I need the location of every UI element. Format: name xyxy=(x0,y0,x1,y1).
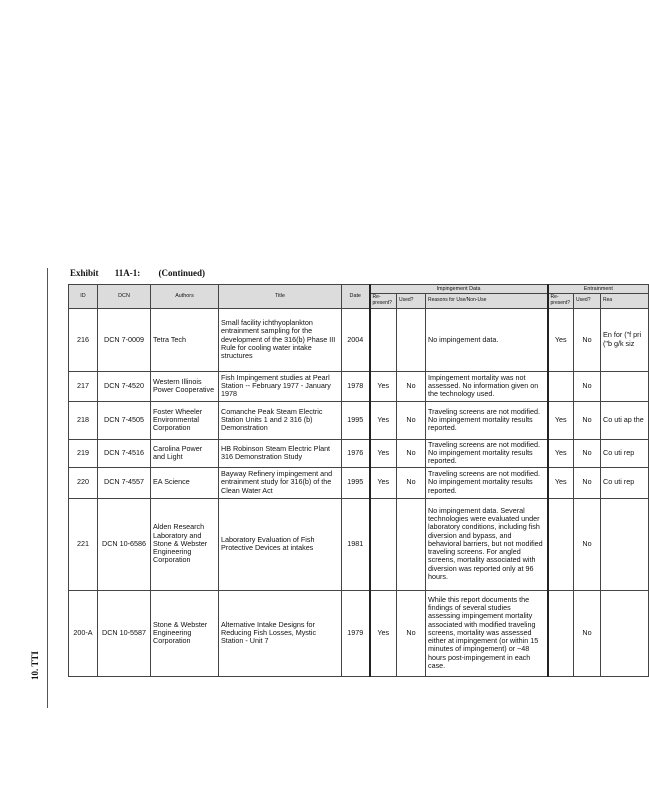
cell-ent-reasons: En for ("f pri ("b g/k siz xyxy=(601,308,649,371)
cell-ent-rep: Yes xyxy=(548,308,574,371)
sub-header-representative: Re- present? xyxy=(370,294,397,309)
cell-imp-used: No xyxy=(397,371,426,401)
sub-header-representative-2: Re- present? xyxy=(548,294,574,309)
cell-imp-rep xyxy=(370,308,397,371)
exhibit-label: Exhibit xyxy=(70,268,99,278)
cell-imp-reasons: Traveling screens are not modified. No impingement mortality results reported. xyxy=(426,439,548,467)
cell-ent-rep: Yes xyxy=(548,401,574,439)
cell-imp-used xyxy=(397,498,426,590)
col-header-dcn: DCN xyxy=(98,285,151,309)
cell-ent-rep: Yes xyxy=(548,439,574,467)
exhibit-continued: (Continued) xyxy=(158,268,206,278)
cell-id: 216 xyxy=(69,308,98,371)
cell-imp-reasons: No impingement data. xyxy=(426,308,548,371)
cell-authors: Western Illinois Power Cooperative xyxy=(151,371,219,401)
cell-ent-used: No xyxy=(574,498,601,590)
cell-ent-rep: Yes xyxy=(548,467,574,498)
cell-dcn: DCN 7-4520 xyxy=(98,371,151,401)
cell-authors: Stone & Webster Engineering Corporation xyxy=(151,590,219,676)
cell-date: 1976 xyxy=(342,439,370,467)
cell-dcn: DCN 7-4505 xyxy=(98,401,151,439)
cell-title: HB Robinson Steam Electric Plant 316 Demonstration Study xyxy=(219,439,342,467)
cell-id: 217 xyxy=(69,371,98,401)
exhibit-table-viewport xyxy=(68,284,644,686)
cell-ent-rep xyxy=(548,498,574,590)
col-header-id: ID xyxy=(69,285,98,309)
cell-date: 1995 xyxy=(342,401,370,439)
cell-ent-used: No xyxy=(574,371,601,401)
col-header-authors: Authors xyxy=(151,285,219,309)
cell-id: 200-A xyxy=(69,590,98,676)
cell-authors: Alden Research Laboratory and Stone & Webster Engineering Corporation xyxy=(151,498,219,590)
cell-id: 220 xyxy=(69,467,98,498)
exhibit-number: 11A-1: xyxy=(114,268,141,278)
cell-imp-reasons: No impingement data. Several technologies were evaluated under laboratory conditions, including fish diversion and bypass, and behavioral barriers, but not modified traveling screens. For angled screens, mortality associated with diversion was reported only at 96 hours. xyxy=(426,498,548,590)
cell-imp-reasons: Impingement mortality was not assessed. No information given on the technology used. xyxy=(426,371,548,401)
cell-ent-reasons: Co uti rep xyxy=(601,439,649,467)
sub-header-used-2: Used? xyxy=(574,294,601,309)
cell-title: Small facility ichthyoplankton entrainment sampling for the development of the 316(b) Phase III Rule for cooling water intake structures xyxy=(219,308,342,371)
cell-title: Laboratory Evaluation of Fish Protective Devices at intakes xyxy=(219,498,342,590)
cell-title: Comanche Peak Steam Electric Station Units 1 and 2 316 (b) Demonstration xyxy=(219,401,342,439)
cell-imp-rep: Yes xyxy=(370,401,397,439)
cell-imp-used: No xyxy=(397,467,426,498)
cell-ent-reasons: Co uti rep xyxy=(601,467,649,498)
sub-header-reasons-2: Rea xyxy=(601,294,649,309)
table-row xyxy=(69,467,649,498)
group-header-impingement: Impingement Data xyxy=(370,285,548,294)
cell-ent-reasons: Co uti ap the xyxy=(601,401,649,439)
cell-ent-used: No xyxy=(574,308,601,371)
cell-date: 1995 xyxy=(342,467,370,498)
cell-ent-reasons xyxy=(601,371,649,401)
cell-ent-rep xyxy=(548,371,574,401)
cell-imp-rep: Yes xyxy=(370,467,397,498)
table-row xyxy=(69,439,649,467)
sub-header-reasons: Reasons for Use/Non-Use xyxy=(426,294,548,309)
table-row xyxy=(69,308,649,371)
cell-imp-rep: Yes xyxy=(370,590,397,676)
cell-title: Alternative Intake Designs for Reducing Fish Losses, Mystic Station - Unit 7 xyxy=(219,590,342,676)
cell-dcn: DCN 7-4516 xyxy=(98,439,151,467)
table-row xyxy=(69,498,649,590)
cell-id: 221 xyxy=(69,498,98,590)
cell-dcn: DCN 7-4557 xyxy=(98,467,151,498)
cell-imp-reasons: While this report documents the findings of several studies assessing impingement mortality associated with modified traveling screens, mortality was assessed either at impingement (or within 15 minutes of impingement) or ~48 hours post-impingement in each case. xyxy=(426,590,548,676)
cell-dcn: DCN 7-0009 xyxy=(98,308,151,371)
group-header-entrainment: Entrainment xyxy=(548,285,649,294)
margin-rule xyxy=(47,268,48,708)
cell-imp-rep: Yes xyxy=(370,439,397,467)
col-header-date: Date xyxy=(342,285,370,309)
exhibit-caption xyxy=(70,268,205,278)
col-header-title: Title xyxy=(219,285,342,309)
cell-date: 1979 xyxy=(342,590,370,676)
cell-ent-reasons xyxy=(601,498,649,590)
cell-date: 1981 xyxy=(342,498,370,590)
cell-authors: Carolina Power and Light xyxy=(151,439,219,467)
sub-header-used: Used? xyxy=(397,294,426,309)
cell-title: Fish Impingement studies at Pearl Station -- February 1977 - January 1978 xyxy=(219,371,342,401)
cell-title: Bayway Refinery impingement and entrainment study for 316(b) of the Clean Water Act xyxy=(219,467,342,498)
cell-imp-rep xyxy=(370,498,397,590)
cell-authors: Foster Wheeler Environmental Corporation xyxy=(151,401,219,439)
cell-imp-used: No xyxy=(397,401,426,439)
table-row xyxy=(69,401,649,439)
table-row xyxy=(69,590,649,676)
cell-imp-used: No xyxy=(397,590,426,676)
cell-authors: EA Science xyxy=(151,467,219,498)
side-page-label: 10. TTI xyxy=(30,651,40,680)
cell-ent-used: No xyxy=(574,467,601,498)
cell-ent-rep xyxy=(548,590,574,676)
cell-ent-used: No xyxy=(574,439,601,467)
cell-imp-reasons: Traveling screens are not modified. No impingement mortality results reported. xyxy=(426,401,548,439)
cell-dcn: DCN 10-5587 xyxy=(98,590,151,676)
cell-id: 218 xyxy=(69,401,98,439)
cell-date: 1978 xyxy=(342,371,370,401)
cell-imp-used xyxy=(397,308,426,371)
exhibit-table xyxy=(68,284,649,677)
cell-imp-used: No xyxy=(397,439,426,467)
cell-authors: Tetra Tech xyxy=(151,308,219,371)
cell-ent-used: No xyxy=(574,401,601,439)
cell-id: 219 xyxy=(69,439,98,467)
cell-date: 2004 xyxy=(342,308,370,371)
table-row xyxy=(69,371,649,401)
cell-dcn: DCN 10-6586 xyxy=(98,498,151,590)
cell-ent-reasons xyxy=(601,590,649,676)
cell-ent-used: No xyxy=(574,590,601,676)
cell-imp-rep: Yes xyxy=(370,371,397,401)
cell-imp-reasons: Traveling screens are not modified. No impingement mortality results reported. xyxy=(426,467,548,498)
